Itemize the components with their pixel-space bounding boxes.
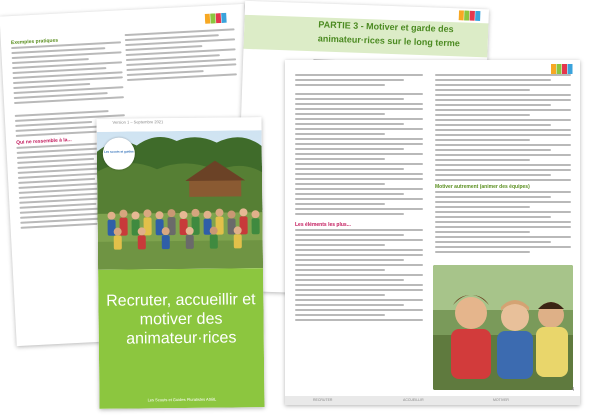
brand-logo: [551, 64, 573, 74]
brand-logo: [205, 13, 227, 24]
scouts-photo: [433, 265, 573, 390]
left-heading-2: Qui ne ressemble à la...: [16, 137, 72, 146]
cover-title: Recruter, accueillir et motiver des animateur·rices: [106, 291, 256, 348]
cover-logo: [103, 137, 135, 169]
section-title-line-2: animateur·rices sur le long terme: [317, 33, 461, 49]
right-page: [285, 60, 580, 405]
right-column-a: [295, 74, 423, 324]
page-footer: [285, 396, 580, 405]
right-heading: Les éléments les plus...: [295, 222, 351, 228]
footer-label-motiver: MOTIVER: [493, 398, 509, 402]
cover-organization: Les Scouts et Guides Pluralistes ASBL: [147, 396, 217, 403]
section-banner: [243, 15, 488, 57]
page-number: 4: [571, 387, 574, 393]
cover-photo: [97, 130, 263, 270]
right-column-b: [435, 74, 571, 256]
section-title-line-1: PARTIE 3 - Motiver et garde des: [318, 19, 454, 35]
cover-title-block: [98, 268, 264, 409]
cover-version: Version 1 – Septembre 2021: [112, 119, 164, 125]
right-sub-heading: Motiver autrement (animer des équipes): [435, 184, 530, 190]
left-column-b: [125, 28, 237, 84]
cover-page: [96, 117, 264, 409]
footer-label-accueillir: ACCUEILLIR: [403, 398, 424, 402]
cover-logo-text: Les scouts et guides: [103, 149, 134, 154]
brand-logo: [459, 10, 481, 21]
left-heading-1: Exemples pratiques: [10, 37, 59, 47]
footer-label-recruter: RECRUTER: [313, 398, 333, 402]
